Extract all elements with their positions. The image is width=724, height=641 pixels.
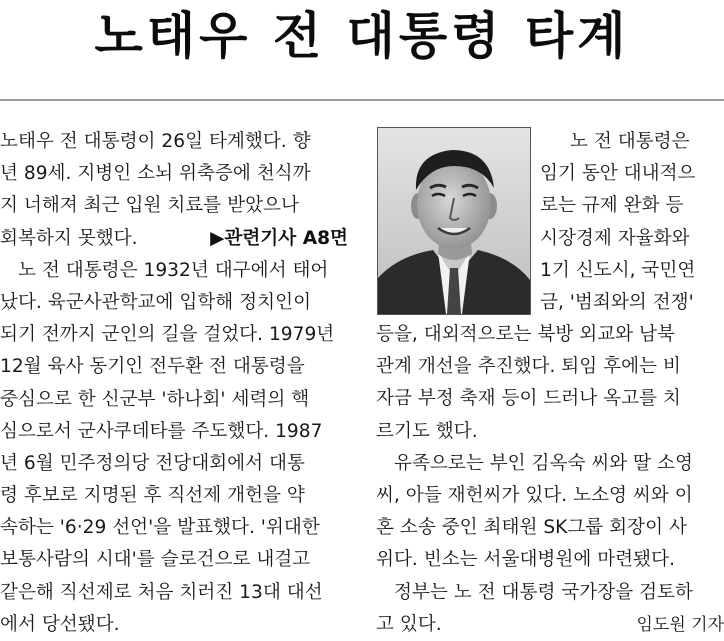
line-text: 금, '범죄와의 전쟁': [540, 291, 694, 313]
paragraph-line: [0, 448, 348, 480]
reporter-byline: 임도원 기자: [636, 614, 724, 635]
paragraph-line: [376, 544, 724, 576]
line-text: 혼 소송 중인 최태원 SK그룹 회장이 사: [376, 517, 687, 539]
line-text: 보통사람의 시대'를 슬로건으로 내걸고: [0, 549, 311, 571]
article-right-column-bottom: [376, 319, 724, 641]
article-right-column-top: [540, 126, 724, 319]
line-text: 관계 개선을 추진했다. 퇴임 후에는 비: [376, 356, 681, 378]
related-article-ref: ▶관련기사 A8면: [210, 227, 348, 249]
line-text: 등을, 대외적으로는 북방 외교와 남북: [376, 324, 675, 345]
paragraph-line: [540, 255, 724, 287]
paragraph-line: [0, 609, 348, 641]
paragraph-line: [376, 512, 724, 544]
line-text: 12월 육사 동기인 전두환 전 대통령을: [0, 356, 305, 378]
paragraph-line: [376, 577, 724, 609]
line-text: 같은해 직선제로 처음 치러진 13대 대선: [0, 581, 323, 603]
paragraph-line: [0, 223, 348, 255]
paragraph-line: [0, 126, 348, 158]
line-text: 났다. 육군사관학교에 입학해 정치인이: [0, 291, 312, 313]
portrait-photo: [377, 127, 531, 315]
line-text: 유족으로는 부인 김옥숙 씨와 딸 소영: [394, 452, 693, 474]
paragraph-line: [0, 255, 348, 287]
paragraph-line: [0, 351, 348, 383]
line-text: 지 너해져 최근 입원 치료를 받았으나: [0, 195, 299, 217]
line-text: 로는 규제 완화 등: [540, 195, 684, 217]
line-text: 회복하지 못했다.: [0, 227, 138, 249]
paragraph-line: [376, 448, 724, 480]
paragraph-line: [0, 158, 348, 190]
line-text: 에서 당선됐다.: [0, 613, 120, 635]
line-text: 속하는 '6·29 선언'을 발표했다. '위대한: [0, 517, 320, 539]
line-text: 고 있다.: [376, 613, 442, 635]
paragraph-line: [0, 512, 348, 544]
paragraph-line: [540, 158, 724, 190]
portrait-illustration: [378, 128, 530, 314]
paragraph-line: [0, 287, 348, 319]
line-text: 시장경제 자율화와: [540, 227, 690, 249]
article-left-column: [0, 126, 348, 641]
paragraph-line: [0, 190, 348, 222]
line-text: 자금 부정 축재 등이 드러나 옥고를 치: [376, 388, 681, 410]
paragraph-line: [376, 351, 724, 383]
paragraph-line: [540, 126, 724, 158]
paragraph-line: [376, 480, 724, 512]
line-text: 르기도 했다.: [376, 420, 478, 442]
line-text: 중심으로 한 신군부 '하나회' 세력의 핵: [0, 388, 310, 410]
paragraph-line: [376, 416, 724, 448]
paragraph-line: [376, 319, 724, 351]
line-text: 되기 전까지 군인의 길을 걸었다. 1979년: [0, 324, 335, 346]
line-text: 노 전 대통령은: [570, 131, 690, 152]
line-text: 심으로서 군사쿠데타를 주도했다. 1987: [0, 420, 323, 442]
paragraph-line: [0, 384, 348, 416]
paragraph-line: [0, 544, 348, 576]
line-text: 위다. 빈소는 서울대병원에 마련됐다.: [376, 549, 675, 571]
paragraph-line: [376, 383, 724, 415]
paragraph-line: [0, 416, 348, 448]
paragraph-line: [540, 223, 724, 255]
line-text: 년 6월 민주정의당 전당대회에서 대통: [0, 452, 305, 474]
paragraph-line: [0, 319, 348, 351]
line-text: 노 전 대통령은 1932년 대구에서 태어: [18, 259, 329, 281]
paragraph-line: [540, 190, 724, 222]
paragraph-line: [0, 577, 348, 609]
paragraph-line: [0, 480, 348, 512]
line-text: 노태우 전 대통령이 26일 타계했다. 향: [0, 131, 311, 152]
headline-divider: [0, 99, 724, 101]
line-text: 정부는 노 전 대통령 국가장을 검토하: [394, 581, 693, 603]
line-text: 임기 동안 대내적으: [540, 163, 696, 185]
headline: 노태우 전 대통령 타계: [94, 6, 630, 65]
line-text: 씨, 아들 재헌씨가 있다. 노소영 씨와 이: [376, 484, 693, 506]
line-text: 1기 신도시, 국민연: [540, 259, 696, 281]
line-text: 령 후보로 지명된 후 직선제 개헌을 약: [0, 485, 305, 507]
paragraph-line: [376, 609, 724, 641]
paragraph-line: [540, 287, 724, 319]
line-text: 년 89세. 지병인 소뇌 위축증에 천식까: [0, 163, 311, 185]
